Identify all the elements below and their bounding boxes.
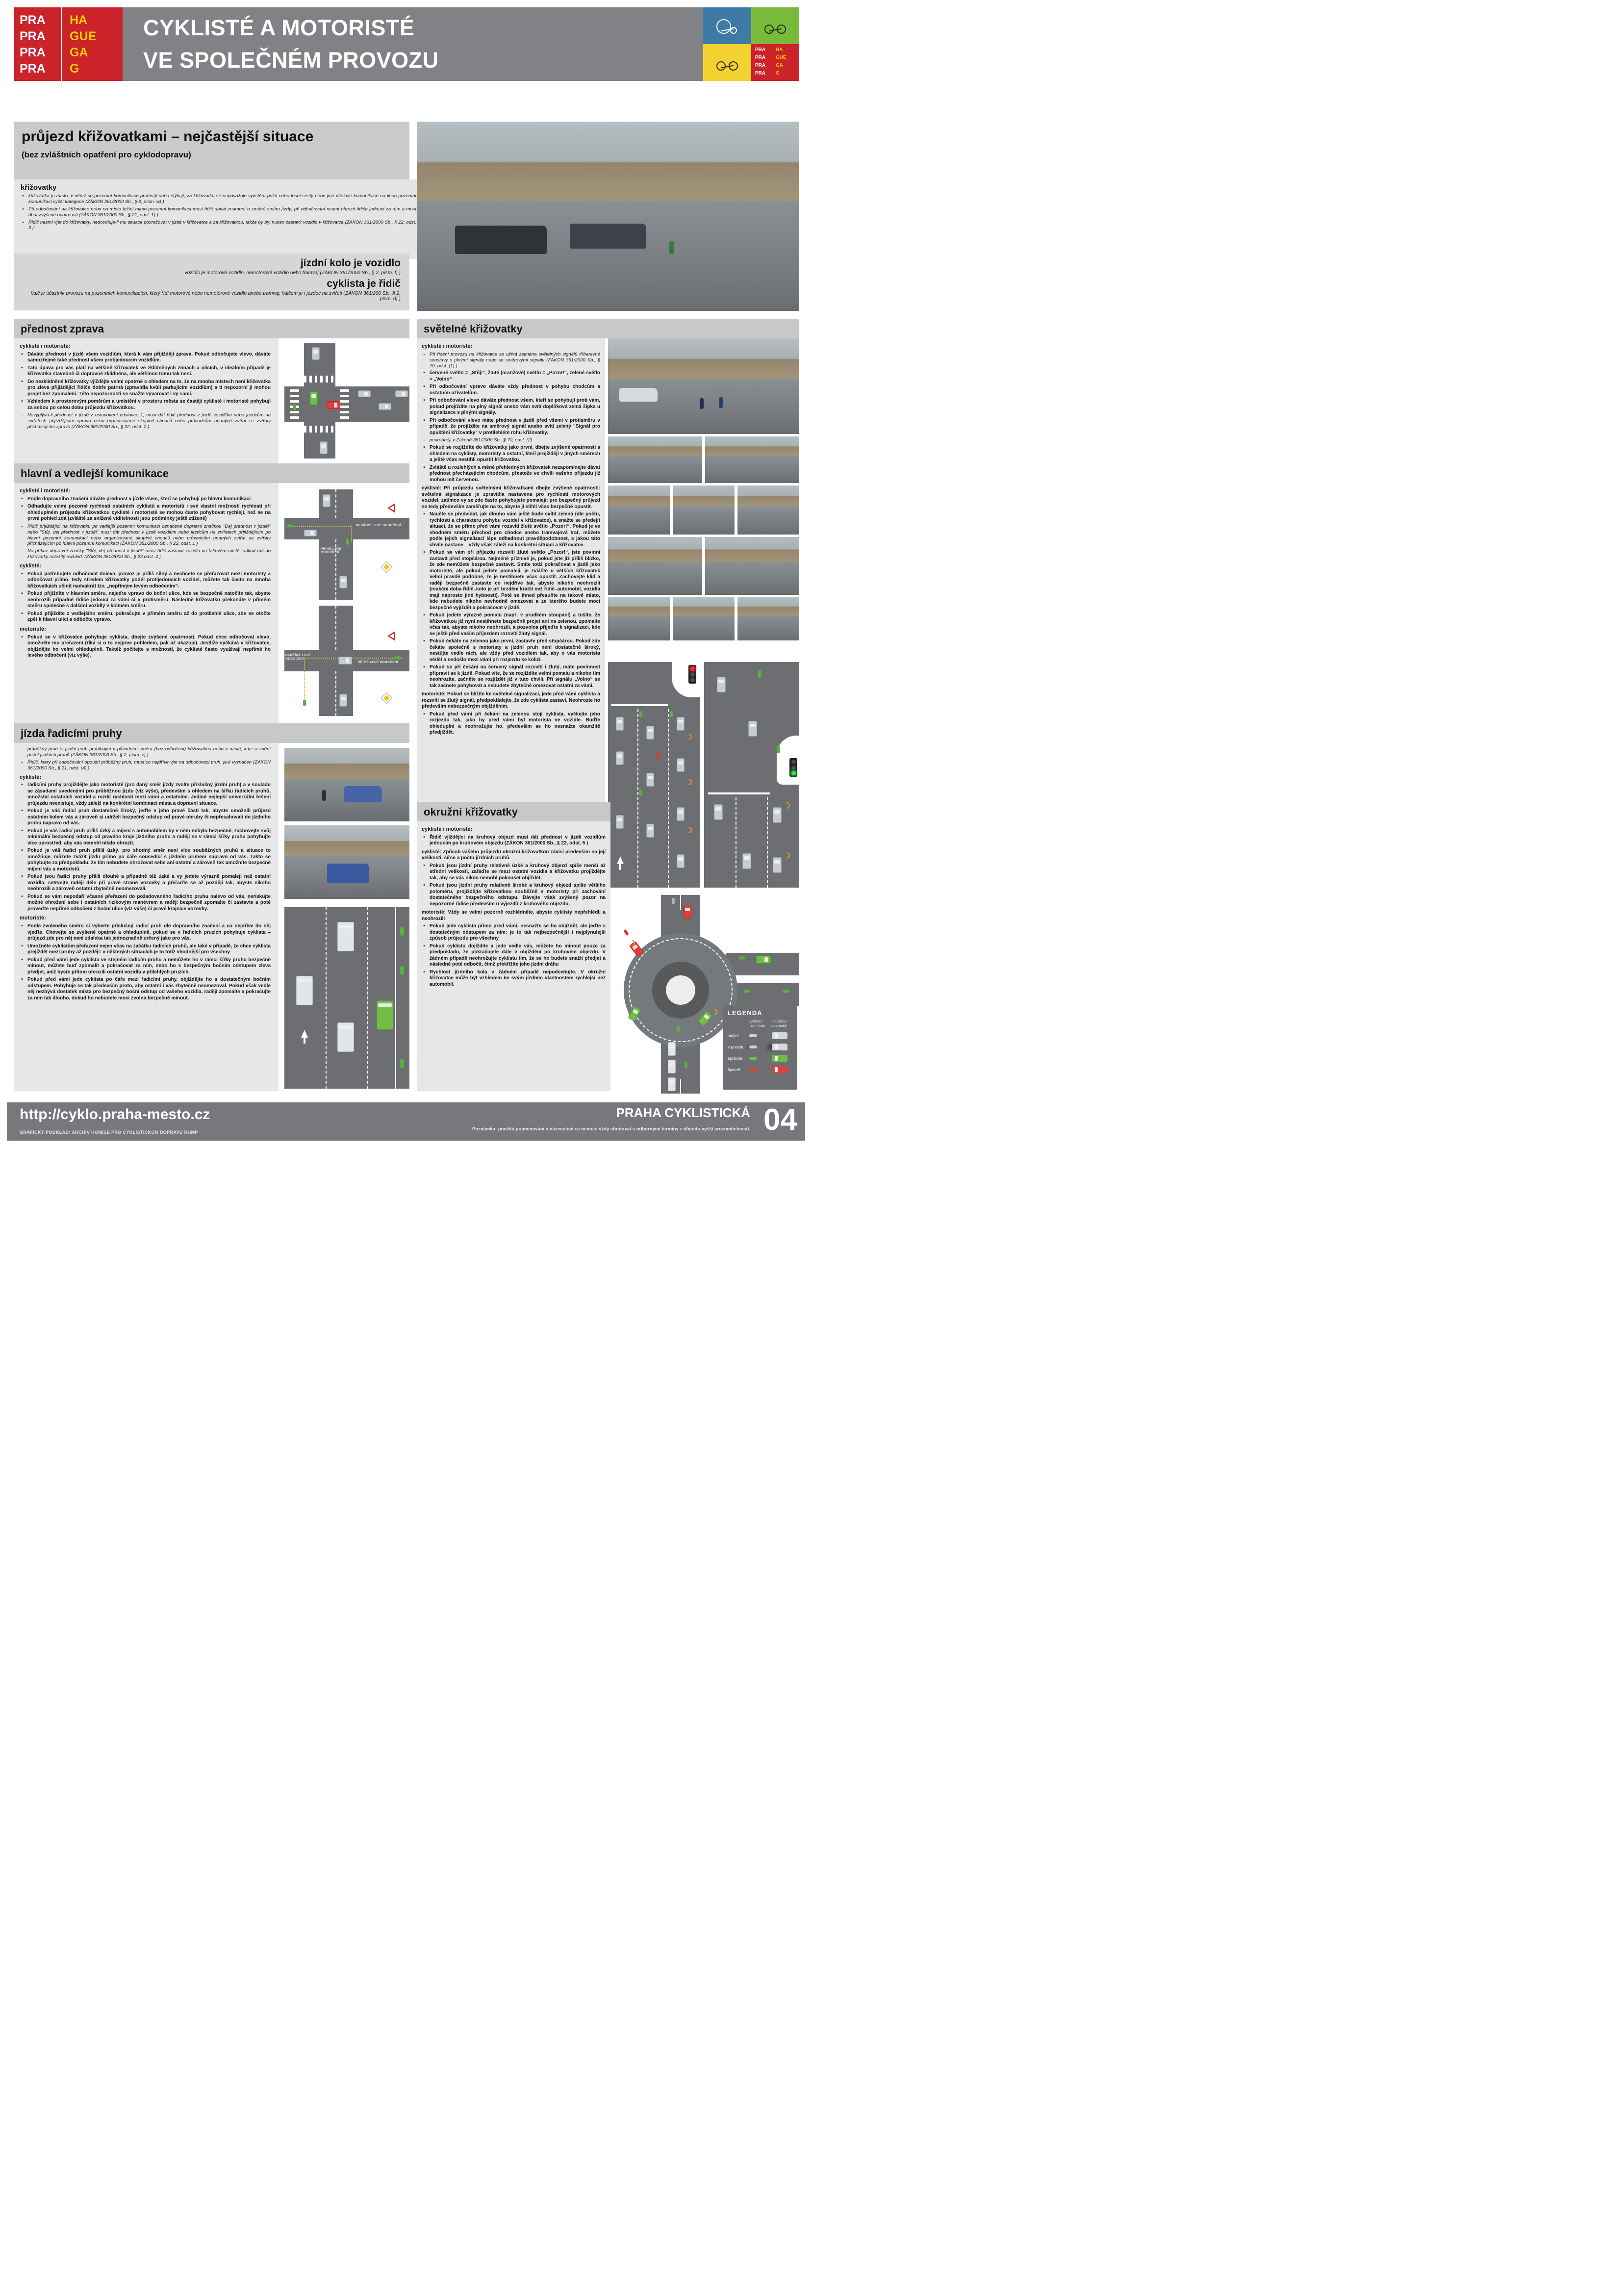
list-item: • řadicími pruhy projíždějte jako motoristé (pro daný směr jízdy zvolte příslušný jízdní pruh) a v souladu se zásadami uvedenými pro průběžnou jízdu (viz výše), především s ohledem na šířku řadicích pruhů, množství ostatních vozidel a rozdíl rychlostí mezi vámi a ostatními. Jediné nejlepší univerzální řešení průjezdu neexistuje, vždy záleží na konkrétní kombinaci místa a dopravní situace. [21, 782, 271, 806]
cyclist-icon-red [656, 753, 659, 760]
photo-collage [705, 537, 799, 595]
car-icon-white [668, 1077, 676, 1091]
praha-logo [14, 7, 123, 81]
car-silhouette [570, 224, 646, 248]
cyclist-icon-green [639, 790, 642, 796]
mountain-bike-icon [751, 7, 799, 44]
cyclist-silhouette [322, 790, 326, 801]
car-icon-gray [323, 494, 330, 507]
legend-row-label: správně [728, 1056, 743, 1061]
footer-bar [7, 1102, 805, 1141]
lane-line [326, 907, 327, 1089]
list-item: - Při řízení provozu na křižovatce se užívá zejména světelných signálů tříbarevné soustavy s plnými signály nebo se směrovými signály (ZÁKON 361/2000 Sb., § 70, odst. (1) ) [423, 351, 600, 369]
mini-praha-logo [751, 44, 799, 81]
footer-url: http://cyklo.praha-mesto.cz [20, 1106, 210, 1122]
list-item: • Naučte se předvídat, jak dlouho vám ještě bude svítit zelená (dle počtu, rychlosti a charakteru pohybu vozidel v křižovatce), a snažte se předejít situaci, že se přímo před vámi rozsvítí žluté světlo „Pozor!“. Pokud je ve shodném směru přechod pro chodce anebo tramvajová trať, můžete podle jejich signalizací lépe odhadnout pravděpodobnost, s jakou tato chvíle nastane – vždy však záleží na konkrétní situaci a křižovatce. [423, 511, 600, 548]
lane-arrow [617, 856, 624, 864]
logo-row: PRA GUE [20, 29, 97, 43]
lane-arrow [301, 1030, 308, 1038]
diagram-right-of-way [284, 343, 409, 459]
intro-header [14, 122, 409, 179]
photo-collage [608, 485, 670, 535]
car-icon-gray [677, 807, 685, 821]
cyclist-icon-green [777, 745, 780, 753]
route-dotted [304, 658, 402, 659]
list-item: • Zvláště u rozlehlých a méně přehledných křižovatek nezapomínejte dávat přednost přecházejícím chodcům, přestože ve chvíli vašeho příjezdu již mohou mít červenou. [423, 464, 600, 483]
section-title-hlavni: hlavní a vedlejší komunikace [14, 463, 409, 483]
car-icon-gray [339, 576, 347, 588]
car-icon-gray [742, 853, 751, 869]
intro-bullets-box [14, 179, 423, 259]
section-title-svetelne: světelné křižovatky [417, 319, 799, 338]
cyclist-icon-green [639, 711, 642, 717]
poster-page [0, 0, 812, 1148]
section-title-okruzni: okružní křižovatky [417, 802, 610, 821]
main-road-sign-icon [381, 692, 392, 704]
list-item: • Pokud přijíždíte v hlavním směru, najeďte vpravo do boční ulice, kde se bezpečně natočíte tak, abyste neohrozili případné řidiče jedoucí za vámi či v protisměru. Následně křižovatku překonáte v přímém směru společně s dalšími vozidly v kolmém směru. [21, 591, 271, 609]
list-item: • Pokud před vámi jede cyklista po čáře mezi řadicími pruhy, objíždějte ho s dostatečným bočním odstupem. Pohybuje se tak především proto, aby ostatní i vás zbytečně neomezoval. Pokud však vedle něj nezbývá dostatek místa pro bezpečný boční odstup od vašeho vozidla, raději zpomalte a pokračujte za ním tak dlouho, dokud ho nebudete moci zvolna bezpečně minout. [21, 977, 271, 1001]
section-body-prednost [14, 338, 279, 463]
legend-row-label: v pohybu [728, 1045, 745, 1050]
legend-title: LEGENDA [728, 1009, 762, 1017]
car-icon-gray [677, 717, 685, 731]
car-icon-green [756, 956, 771, 964]
car-icon-gray [616, 815, 624, 829]
car-icon-gray [338, 657, 352, 664]
list-item: • Pokud je váš řadicí pruh příliš úzký, pro shodný směr není více souběžných pruhů a situace to umožňuje, můžete zvážit jízdu přímo po čáře sousedící s jízdním pruhem napravo od vás. Takto se pohybujte za předpokladu, že tím nebudete ohrožovat sebe ani ostatní a zároveň tak umožníte bezpečné míjení vás a motoristů. [21, 848, 271, 872]
intro-box-title: křižovatky [21, 183, 57, 192]
car-icon-green [377, 1000, 393, 1030]
list-item: • Pokud jede cyklista přímo před vámi, nesnažte se ho objíždět, ale jeďte s dostatečným odstupem za ním: je to tak nejbezpečnější i nejplynulejší způsob průjezdu pro všechny [423, 923, 606, 942]
photo-collage [608, 537, 702, 595]
list-item: • Pokud se rozjíždíte do křižovatky jako první, dbejte zvýšené opatrnosti s ohledem na cyklisty, motoristy a ostatní, kteří projíždějí v jiných směrech a ještě včas nestihli opustit křižovatku. [423, 445, 600, 463]
car-icon-gray [646, 773, 654, 787]
list-item: cyklisté i motoristé: [20, 343, 71, 349]
list-item: cyklisté: Při průjezdu světelnými křižovatkami dbejte zvýšené opatrnosti: světelná signalizace je zpravidla nastavena pro rychlosti motorových vozidel, zatímco vy se zde často pohybujete pomaleji: pro bezpečný průjezd se tedy především zaměřujte na to, abyste ji stihli včas bezpečně opustit. [422, 485, 600, 510]
list-item: • Tato úpava pro vás platí na většině křižovatek ve zklidněných zónách a ulicích, v ideálním případě je křižovatka stavebně či dopravně zklidněna, ale většinou tomu tak není. [21, 365, 271, 377]
car-icon-gray [677, 854, 685, 868]
cyclist-icon-green [758, 670, 761, 678]
list-item: • Pokud jsou jízdní pruhy relativně široké a kruhový objezd spíše většího poloměru, projíždějte křižovatkou souběžně s motoristy při zachování dostatečného bezpečného odstupu. Dávejte však zvýšený pozor na nepozorné řidiče především u výjezdů z kruhového objezdu. [423, 883, 606, 907]
car-icon-red [327, 401, 340, 409]
car-icon-white [296, 976, 313, 1005]
cyclist-icon-red [623, 929, 629, 936]
list-item: cyklisté: [20, 774, 42, 780]
car-icon-gray [714, 804, 723, 820]
car-icon-gray [339, 694, 347, 707]
list-item: • Pokud cyklistu dojíždíte a jede vedle vás, můžete ho minout pouze za předpokladu, že pokračujete dále v objíždění po kruhovém objezdu. V žádném případě neohrožujte cyklistu tím, že se ho budete snažit předjet a následně poté odbočit, čímž překřížíte jeho jízdní dráhu [423, 943, 606, 968]
list-item: • Pokud se vám při příjezdu rozsvítí žluté světlo „Pozor!“, jste povinni zastavit před stopčárou. Nejméně příznivé je, pokud jste již příliš blízko, že zde nemůžete bezpečně zastavit. Smíte totiž pokračovat v jízdě jako motoristé, ale pokud jedete pomaleji, je zvláště u větších křižovatek velmi pravdě podobné, že je nestihnete včas opustit. Zachovejte klid a raději bezpečně zastavte co nejdříve tak, abyste nikoho neohrozili (reakční doba řidič–kolo je při brzdění kratší než řidič–automobil, vozidla mají naprosto jiné hybnosti). Poté se ihned přesuňte na takové místo, kde nebudete nikoho nevhodně omezovat a ze kterého budete moci bezpečně vyjíždět a pokračovat v jízdě. [423, 550, 600, 611]
car-icon-gray [677, 758, 685, 772]
car-icon-white [668, 1060, 676, 1073]
list-item: cyklisté i motoristé: [422, 826, 473, 832]
definition-heading-2: cyklista je řidič [327, 278, 401, 289]
intro-subtitle: (bez zvláštních opatření pro cyklodopravu) [22, 150, 191, 159]
diagram-indirect-left-turn [284, 489, 409, 600]
car-silhouette [344, 786, 382, 802]
bike-icon-correct [749, 1057, 757, 1060]
car-icon-gray [379, 403, 391, 410]
diagram-lanes [284, 907, 409, 1089]
car-silhouette [327, 864, 370, 883]
traffic-light-icon-green [789, 758, 797, 777]
car-icon-gray [717, 677, 726, 692]
car-icon-gray [646, 726, 654, 740]
legend-col1: cyklista / jízdní kolo [748, 1019, 765, 1028]
list-item: • Vzhledem k prostorovým poměrům a umístění v prostoru města se častěji cyklisté i motoristé pohybují za sebou po celou dobu průjezdu křižovatkou. [21, 399, 271, 410]
lane-line [680, 895, 681, 910]
road [284, 518, 409, 539]
poster-title-line1: CYKLISTÉ A MOTORISTÉ [143, 15, 415, 40]
list-item: motoristé: Vždy se velmi pozorně rozhlédněte, abyste cyklisty nepřehlédli a neohrozili [422, 910, 606, 921]
list-item: • Podle zvoleného směru si vyberte příslušný řadicí pruh dle dopravního značení a co nejdříve do něj vjeďte. Chovejte se zvýšeně opatrně a ohleduplně, pokud se v řadicích pruzích pohybuje cyklista – průjezd zde pro něj není zdaleka tak jednoznačně určený jako pro vás. [21, 923, 271, 941]
lane-line [668, 709, 669, 888]
list-item: • Umožněte cyklistům přeřazení nejen včas na začátku řadicích pruhů, ale také v případě, že chce cyklista přejíždět mezi pruhy až později: v některých situacích je to totiž vhodnější pro všechny [21, 943, 271, 955]
cyclist-icon-green [287, 525, 293, 528]
list-item: • Pokud je váš řadicí pruh dostatečně široký, jeďte v jeho pravé části tak, abyste umožnili průjezd ostatním kolem vás a zároveň si udrželi bezpečný odstup od pravé obruby či nepřesahovali do jízdního pruhu napravo od vás. [21, 808, 271, 826]
lane-line [335, 606, 336, 650]
car-icon-gray [616, 717, 624, 731]
cyclist-icon-green [400, 927, 404, 936]
definition-text-2: řidič je účastník provozu na pozemních komunikacích, který řídí motorové nebo nemotorové vozidlo anebo tramvaj; řidičem je i jezdec na zvířeti (ZÁKON 361/200 Sb., § 2, písm. d) ) [30, 291, 401, 302]
list-item: - Řidič přijíždějící na křižovatku po vedlejší pozemní komunikaci označené dopravní značkou "Dej přednost v jízdě!" nebo "Stůj, dej přednost v jízdě!" musí dát přednost v jízdě vozidlům nebo jezdcům na zvířatech přijíždějícím po hlavní pozemní komunikaci nebo organizované skupině chodců nebo průvodcům hnaných zvířat se zvířaty přicházejícím po hlavní pozemní komunikaci (ZÁKON 361/2000 Sb., § 22, odst. 1 ) [21, 523, 271, 547]
section-title-prednost: přednost zprava [14, 319, 409, 338]
diagram-label: NEPŘÍMÉ LEVÉ ODBOČENÍ [285, 654, 311, 661]
logo-row: PRA HA [20, 13, 88, 27]
car-icon-gray [358, 390, 371, 397]
lane-line [367, 907, 368, 1089]
car-icon-green [310, 391, 318, 405]
zebra-crossing [340, 389, 349, 419]
bullet-list-pruhy [20, 745, 271, 1089]
legend-col2: motorista / automobil [770, 1019, 788, 1028]
list-item: • Pokud jsou řadicí pruhy příliš dlouhé a případně též úzké a vy jedete výrazně pomaleji než ostatní vozidla, setrvejte raději déle při pravé straně vozovky a přeřaďte se až později tak, abyste nikoho neohrozili a zároveň ostatní zbytečně neomezovali. [21, 874, 271, 892]
definition-heading-1: jízdní kolo je vozidlo [300, 257, 401, 269]
car-icon-gray [304, 530, 317, 536]
lane-line [395, 907, 396, 1089]
bike-icon-wrong [749, 1068, 757, 1071]
bullet-list-prednost [20, 340, 271, 461]
car-icon-red [684, 905, 691, 918]
vehicle-definition-box [14, 254, 409, 310]
list-item: motoristé: Pokud se blížíte ke světelné signalizaci, jede před vámi cyklista a rozsvítí se žlutý signál, předpokládejte, že zde cyklista zastaví. Neohrozte ho především nebezpečným objížděním. [422, 691, 600, 710]
cyclist-silhouette [719, 397, 723, 408]
mini-logo-row: PRA G [755, 71, 780, 76]
list-item: • Pokud přijíždíte z vedlejšího směru, pokračujte v přímém směru až do protilehlé ulice, zde se otočte zpět k hlavní ulici a odbočte vpravo. [21, 611, 271, 623]
footer-brand: PRAHA CYKLISTICKÁ [616, 1105, 750, 1120]
poster-title-line2: VE SPOLEČNÉM PROVOZU [143, 48, 439, 73]
zebra-crossing [304, 426, 335, 433]
list-item: motoristé: [20, 626, 46, 632]
list-item: • Při odbočování vlevo máte přednost v jízdě před všemi v protisměru v případě, že projíždíte na směrový signál anebo svítí zelený "Signál pro opuštění křižovatky" v protilehlém rohu křižovatky. [423, 417, 600, 435]
yield-sign-icon [387, 503, 395, 513]
section-body-hlavni [14, 483, 279, 723]
cyclist-icon-green [677, 1026, 680, 1033]
section-body-svetelne [417, 338, 605, 802]
lane-line [637, 709, 638, 888]
footer-number: 04 [763, 1103, 797, 1137]
legend-row [728, 1055, 792, 1062]
section-body-pruhy [14, 743, 279, 1091]
intro-bullet-list [21, 193, 416, 231]
legend-header [728, 1020, 792, 1028]
legend-row-label: stojící [728, 1033, 739, 1039]
car-icon-correct [772, 1055, 787, 1062]
list-item: - průběžný pruh je jízdní pruh probíhající v původním směru (bez odbočení) křižovatkou nebo v místě, kde se mění počet jízdních pruhů (ZÁKON 361/2000 Sb., § 2, písm. z) ) [21, 746, 271, 758]
list-item: • Odhadujte velmi pozorně rychlosti ostatních cyklistů a motoristů i své vlastní možnosti rychlosti při ohleduplném průjezdu křižovatkou cyklisté i motoristé se mohou často pohybovat rychleji, než se na první pohled zdá (zvláště za snížené viditelnosti jsou podmínky ještě ztížené) [21, 504, 271, 522]
mini-logo-row: PRA GUE [755, 55, 787, 60]
photo-collage [673, 485, 735, 535]
photo-collage [673, 597, 735, 640]
car-icon-white [337, 1022, 354, 1052]
list-item: cyklisté i motoristé: [20, 488, 71, 494]
door-warning-icon [684, 732, 693, 741]
door-warning-icon [782, 851, 791, 860]
car-icon-white [668, 1042, 676, 1056]
diagram-signal-red [608, 662, 700, 888]
list-item: • Dáváte přednost v jízdě všem vozidlům, která k vám přijíždějí zprava. Pokud odbočujete vlevo, dáváte samozřejmě také přednost všem protijedoucím vozidlům. [21, 351, 271, 363]
list-item: • červené světlo = „Stůj!“, žluté (oranžové) světlo = „Pozor!“, zelené světlo = „Volno“ [423, 370, 600, 382]
list-item: cyklisté i motoristé: [422, 343, 473, 349]
diagram-roundabout [623, 895, 799, 1094]
section-title-pruhy: jízda řadicími pruhy [14, 723, 409, 743]
footer-right [378, 1105, 750, 1132]
bullet-list-svetelne [422, 340, 600, 800]
logo-rows [14, 12, 123, 77]
cyclist-icon-green [293, 404, 296, 410]
zebra-crossing [304, 376, 335, 383]
list-item: - Nevyplývá-li přednost v jízdě z ustanovení odstavce 1, musí dát řidič přednost v jízdě vozidlům nebo jezdcům na zvířatech přijíždějícím zprava nebo organizované skupině chodců nebo průvodcům hnaných zvířat se zvířaty přicházejícím zprava (ZÁKON 361/2000 Sb., § 22, odst. 2 ) [21, 412, 271, 430]
list-item: • Do nezklidněné křižovatky vjíždějte velmi opatrně s ohledem na to, že na mnoha místech není křižovatka pro zleva přijíždějící řidiče dobře patrná (zpravidla kvůli parkujícím vozidlům) a ti nepozorní ji mohou projet bez zpomalení. Této nepozornosti se snažte vyvarovat i vy sami. [21, 379, 271, 397]
list-item: motoristé: [20, 915, 46, 921]
car-icon-gray [646, 824, 654, 838]
cyclist-icon-green [303, 700, 306, 706]
cyclist-icon-gray [672, 898, 675, 904]
main-road-sign-icon [381, 561, 392, 573]
list-item: • Rychlost jízdního kola v žádném případě nepodceňujte. V okružní křižovatce může být vzhledem ke svým jízdním vlastnostem rychlejší než automobil. [423, 969, 606, 987]
list-item: • Řidič vjíždějící na kruhový objezd musí dát přednost v jízdě vozidlům jedoucím po kruhovém objezdu (ZÁKON 361/2000 Sb., § 22, odst. 5 ) [423, 834, 606, 846]
list-item: - Řidič, který při odbočování opouští průběžný pruh, musí co nejdříve vjet na odbočovací pruh, je-li vyznačen (ZÁKON 361/2000 Sb., § 21, odst. (4) ) [21, 759, 271, 771]
bullet-list-hlavni [20, 485, 271, 721]
car-icon [772, 1032, 787, 1039]
list-item: • Pokud jsou jízdní pruhy relativně úzké a kruhový objezd spíše menší až střední velikosti, zařaďte se mezi ostatní vozidla a křižovatku projíždějte tak, aby se vás nikdo nemohl pokoušet objíždět. [423, 863, 606, 881]
mini-logo-row: PRA GA [755, 63, 783, 68]
section-body-okruzni [417, 821, 610, 1091]
penny-farthing-icon [703, 7, 751, 44]
yield-sign-icon [387, 631, 395, 641]
definition-text-1: vozidlo je motorové vozidlo, nemotorové vozidlo nebo tramvaj (ZÁKON 361/2000 Sb., § 2, písm. f) ) [184, 270, 401, 276]
car-icon-gray [773, 857, 782, 873]
list-item: cyklisté: [20, 563, 42, 569]
bike-logo-squares [703, 7, 799, 81]
legend-box [723, 1005, 797, 1090]
cyclist-silhouette [700, 398, 704, 409]
car-icon-gray [395, 390, 408, 397]
diagram-signal-green [704, 662, 799, 888]
door-warning-icon [782, 801, 791, 810]
list-item: - podrobněji v Zákoně 361/2000 Sb., § 70, odst. (2) [423, 437, 533, 443]
list-item: • Při odbočování na křižovatce nebo na místo ležící mimo pozemní komunikaci musí řidič dávat znamení o změně směru jízdy; při odbočování nesmí ohrozit řidiče jedoucí za ním a musí dbát zvýšené opatrnosti (ZÁKON 361/2000 Sb., § 21, odst. 1) ) [22, 206, 416, 218]
roundabout-island-core [666, 975, 695, 1005]
mini-logo-rows [751, 46, 799, 77]
list-item: • Při odbočování vlevo dáváte přednost všem, kteří se pohybují proti vám, pokud projíždíte na plný signál anebo vám svítí doplňková zelná šipka u signalizace s plnými signály. [423, 398, 600, 416]
car-icon-gray [773, 807, 782, 823]
photo-collage [737, 597, 799, 640]
list-item: • Pokud před vámi jede cyklista ve stejném řadicím pruhu a nemůžete ho v rámci šířky pruhu bezpečně minout, můžete buď zpomalit a pokračovat za ním, nebo ho s bezpečným bočním odstupem zleva předjet, aniž byste přitom ohrozili ostatní vozidla v přilehlých pruzích. [21, 957, 271, 975]
photo-collage [705, 436, 799, 483]
car-icon-white [337, 922, 354, 951]
list-item: • Pokud potřebujete odbočovat doleva, provoz je příliš silný a nechcete se přeřazovat mezi motoristy a odbočovat přímo, tedy středem křižovatky podél protijedoucích vozidel, můžete tak často na mnoha křižovatkách učinit nadvakrát tzv. „nepřímým levým odbočením“. [21, 571, 271, 589]
diagram-label: NEPŘÍMÉ LEVÉ ODBOČENÍ [356, 524, 401, 527]
intro-title: průjezd křižovatkami – nejčastější situace [22, 128, 314, 145]
list-item: • Pokud se vám nepodaří včasné přeřazení do požadovaného řadicího pruhu nalevo od vás, neriskujte možné ohrožení sebe i ostatních rizikovým manévrem a raději bezpečně zpomalte či zastavte a poté proveďte nepřímé odbočení z boční ulice (viz výše) či pravé krajnice vozovky. [21, 893, 271, 912]
legend-row [728, 1032, 792, 1039]
car-icon-gray [320, 441, 328, 454]
route-dotted [304, 658, 305, 702]
list-item: • Pokud před vámi při čekání na zelenou stojí cyklista, vyčkejte jeho rozjezdu tak, jako by před vámi byl motorista ve vozidle. Buďte ohleduplní a neohrožujte ho, především se ho nesnažte okamžitě předjíždět. [423, 711, 600, 736]
photo-cyclist-signalling [284, 748, 409, 821]
cyclist-icon-green [739, 957, 745, 960]
list-item: • Řidič nesmí vjet do křižovatky, nedovoluje-li mu situace pokračovat v jízdě v křižovatce a za křižovatkou, takže by byl nucen zastavit vozidlo v křižovatce (ZÁKON 361/2000 Sb., § 22, odst. 3 ) [22, 219, 416, 231]
list-item: • Pokud se při čekání na červený signál rozsvítí i žlutý, máte povinnost připravit se k jízdě. Pokud víte, že se rozjíždíte velmi pomalu a nikoho tím neohrozíte, začněte se rozjíždět již v tuto chvíli. Při signálu „Volno“ se tak začnete pohybovat a nebudete zbytečně omezovat ostatní za vámi. [423, 664, 600, 689]
diagram-label: PŘÍMÉ LEVÉ ODBOČENÍ [358, 661, 398, 664]
car-icon-gray [748, 721, 757, 737]
stop-line [611, 704, 668, 706]
car-icon-moving [772, 1044, 787, 1050]
cyclist-icon-green [670, 711, 673, 717]
logo-row: PRA G [20, 62, 79, 76]
photo-intersection-large [608, 338, 799, 434]
cyclist-icon-green [685, 1062, 687, 1068]
route-dotted [287, 526, 351, 527]
car-silhouette [619, 388, 658, 401]
list-item: • Pokud se v křižovatce pohybuje cyklista, dbejte zvýšené opatrnosti. Pokud chce odbočovat vlevo, umožněte mu přeřazení (říká si o to nejprve pohledem, pak až ukazuje). Jestliže vyčkává v křižovatce, objíždějte ho velmi ohleduplně. Taktéž počítejte s možností, že cyklisté často využívají nepřímé ho levého odbočení (viz výše). [21, 634, 271, 658]
photo-car-following [284, 825, 409, 899]
route-dotted [351, 526, 352, 542]
lane-line [680, 1079, 681, 1094]
door-warning-icon [684, 825, 693, 834]
list-item: • Pokud čekáte na zelenou jako první, zastavte před stopčárou. Pokud zde čekáte společně s motoristy a jízdní pruh není dostatečně široký, nestůjte vedle nich, ale vždy před vozidlem tak, aby o vás motorista věděl a nedošlo mezi vámi při rozjezdu ke kolizi. [423, 638, 600, 663]
cyclist-icon-green [346, 538, 349, 545]
car-icon-wrong [772, 1066, 787, 1073]
list-item: • Pokud jedete výrazně pomalu (např. v prudkém stoupání) a tušíte, že křižovatkou již nyní nestihnete bezpečně projet ani na zelenou, zpomalte včas tak, abyste nikoho neohrozili, a pozvolna přijeďte k signalizaci, kde se ještě před vaším příjezdem rozsvítí žlutý signál. [423, 612, 600, 637]
mini-logo-row: PRA HA [755, 47, 783, 52]
logo-row: PRA GA [20, 46, 88, 59]
door-warning-icon [684, 777, 693, 786]
photo-street-cyclists [417, 122, 799, 311]
list-item: • Pokud je váš řadicí pruh příliš úzký a míjení s automobilem by v něm nebylo bezpečné, zachovejte svůj minimální bezpečný odstup od pravého kraje jízdního pruhu a raději se v rámci šířky pruhu pohybujte více uprostřed, aby vás nemohl nikdo ohrozit. [21, 828, 271, 846]
photo-collage [737, 485, 799, 535]
car-icon-gray [312, 347, 320, 360]
cyclist-icon-green [744, 990, 750, 993]
diagram-label: PŘÍMÉ LEVÉ ODBOČENÍ [321, 547, 342, 554]
car-icon-gray [616, 751, 624, 765]
list-item: • Při odbočování vpravo dáváte vždy přednost v pohybu chodcům a ostatním uživatelům. [423, 384, 600, 396]
cyclist-icon-green [400, 966, 404, 975]
car-silhouette [455, 226, 547, 254]
list-item: • Podle dopravního značení dáváte přednost v jízdě všem, kteří se pohybují po hlavní komunikaci [21, 496, 251, 502]
header-banner [123, 7, 799, 81]
bike-icon [749, 1034, 757, 1037]
lane-line [335, 489, 336, 518]
cyclist-silhouette [669, 241, 674, 254]
cyclist-icon-green [395, 657, 401, 660]
legend-row [728, 1044, 792, 1050]
legend-row [728, 1066, 792, 1073]
list-item: • křižovatka je místo, v němž se pozemní komunikace protínají nebo stýkají; za křižovatku se nepovažuje vyústění polní nebo lesní cesty nebo jiné účelové komunikace na jinou pozemní komunikaci vyšší kategorie (ZÁKON 361/2000 Sb., § 2, písm. w) ) [22, 193, 416, 204]
list-item: - Na příkaz dopravní značky "Stůj, dej přednost v jízdě!" musí řidič zastavit vozidlo na takovém místě, odkud má do křižovatky náležitý rozhled. (ZÁKON 361/2000 Sb., § 22,odst. 4 ) [21, 548, 271, 560]
legend-row-label: špatně [728, 1067, 740, 1072]
list-item: cyklisté: Způsob vašeho průjezdu okružní křižovatkou závisí především na její velikosti, šířce a počtu jízdních pruhů. [422, 849, 606, 861]
photo-collage [608, 597, 670, 640]
traffic-light-icon-red [688, 665, 696, 684]
stop-line [708, 792, 770, 794]
cyclist-icon-green [783, 990, 789, 993]
footer-credit: GRAFICKÝ PODKLAD: ARCHIV KOMISE PRO CYKLISTICKOU DOPRAVU RHMP [20, 1130, 198, 1135]
diagram-direct-left-turn [284, 606, 409, 716]
lane-line [335, 671, 336, 716]
footer-note: Poznámka: použitá pojmenování a názvosloví se nemusí vždy shodovat s odbornými termíny z důvodu vyšší srozumitelnosti. [472, 1126, 750, 1132]
cyclist-icon-green [400, 1059, 404, 1068]
bike-icon-moving [749, 1046, 757, 1048]
bullet-list-okruzni [422, 823, 606, 1089]
city-bike-icon [703, 44, 751, 81]
photo-collage [608, 436, 702, 483]
lane-line [767, 797, 768, 888]
